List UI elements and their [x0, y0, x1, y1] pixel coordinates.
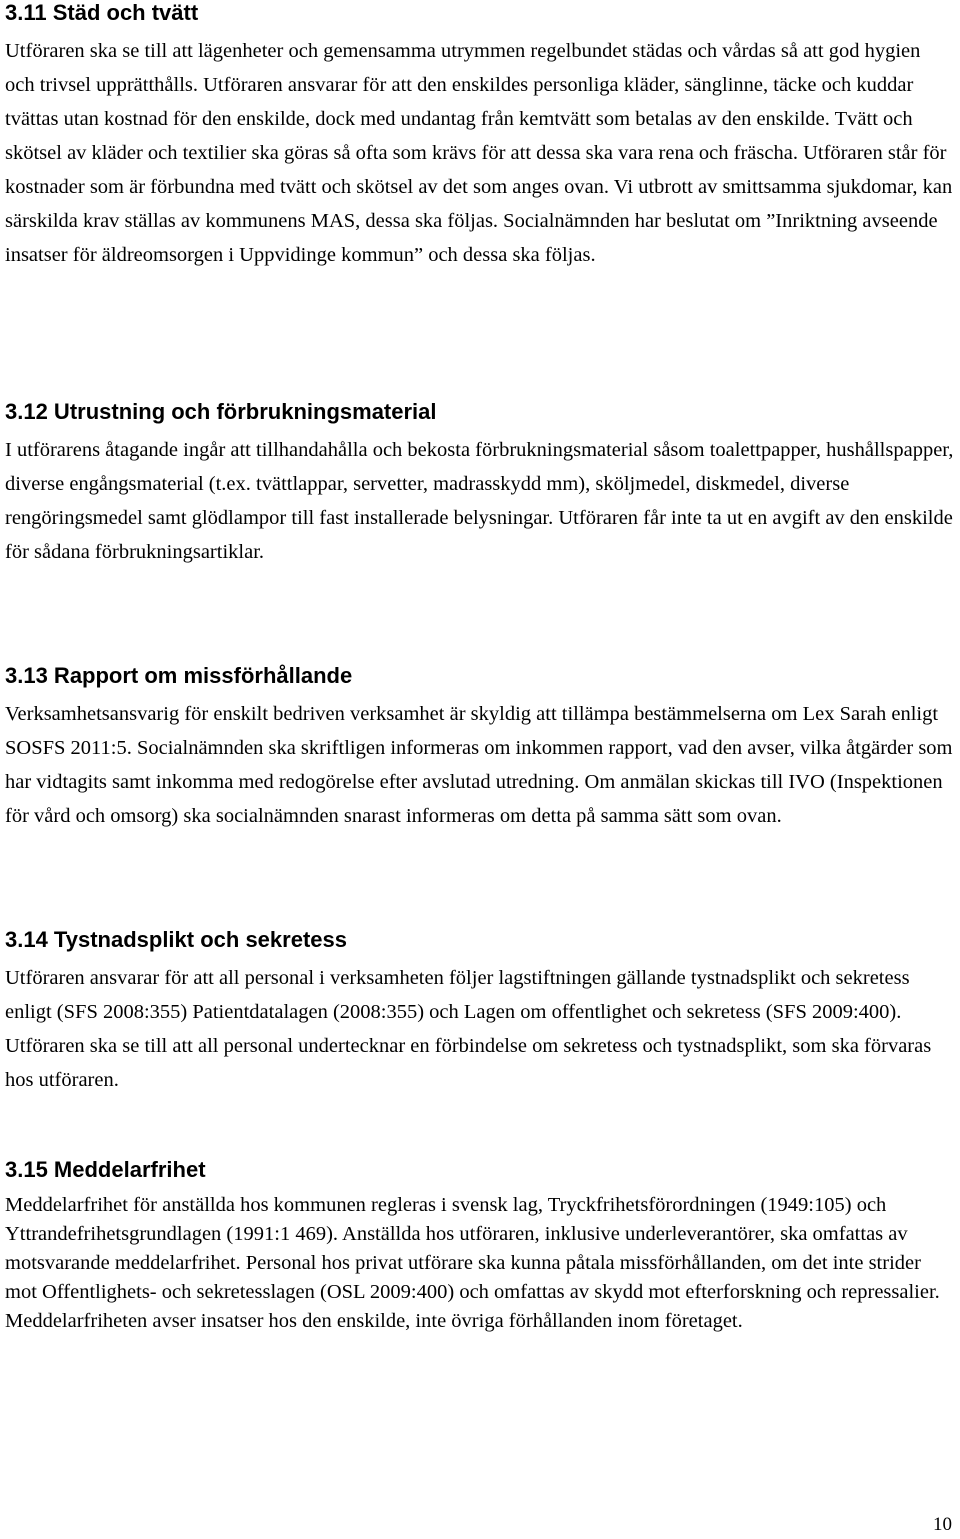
- section-3-14: [5, 927, 955, 1097]
- section-body: Verksamhetsansvarig för enskilt bedriven verksamhet är skyldig att tillämpa bestämmelserna om Lex Sarah enligt SOSFS 2011:5. Socialnämnden ska skriftligen informeras om inkommen rapport, vad den avser, vilka åtgärder som har vidtagits samt inkomma med redogörelse efter avslutad utredning. Om anmälan skickas till IVO (Inspektionen för vård och omsorg) ska socialnämnden snarast informeras om detta på samma sätt som ovan.: [5, 703, 953, 827]
- section-3-13: [5, 663, 955, 833]
- section-body: I utförarens åtagande ingår att tillhandahålla och bekosta förbrukningsmaterial såsom toalettpapper, hushållspapper, diverse engångsmaterial (t.ex. tvättlappar, servetter, madrasskydd mm), sköljmedel, diskmedel, diverse rengöringsmedel samt glödlampor till fast installerade belysningar. Utföraren får inte ta ut en avgift av den enskilde för sådana förbrukningsartiklar.: [5, 439, 954, 563]
- section-heading: 3.13 Rapport om missförhållande: [5, 663, 353, 688]
- section-body: Utföraren ansvarar för att all personal i verksamheten följer lagstiftningen gällande tystnadsplikt och sekretess enligt (SFS 2008:355) Patientdatalagen (2008:355) och Lagen om offentlighet och sekretess (SFS 2009:400). Utföraren ska se till att all personal undertecknar en förbindelse om sekretess och tystnadsplikt, som ska förvaras hos utföraren.: [5, 967, 932, 1091]
- section-3-11: [5, 0, 955, 272]
- section-heading: 3.11 Städ och tvätt: [5, 0, 199, 25]
- section-heading: 3.14 Tystnadsplikt och sekretess: [5, 927, 347, 952]
- section-3-12: [5, 399, 955, 569]
- section-3-15: [5, 1157, 955, 1336]
- page-number: 10: [933, 1514, 952, 1535]
- section-body: Utföraren ska se till att lägenheter och gemensamma utrymmen regelbundet städas och vårdas så att god hygien och trivsel upprätthålls. Utföraren ansvarar för att den enskildes personliga kläder, sänglinne, täcke och kuddar tvättas utan kostnad för den enskilde, dock med undantag från kemtvätt som betalas av den enskilde. Tvätt och skötsel av kläder och textilier ska göras så ofta som krävs för att dessa ska vara rena och fräscha. Utföraren står för kostnader som är förbundna med tvätt och skötsel av det som anges ovan. Vi utbrott av smittsamma sjukdomar, kan särskilda krav ställas av kommunens MAS, dessa ska följas. Socialnämnden har beslutat om ”Inriktning avseende insatser för äldreomsorgen i Uppvidinge kommun” och dessa ska följas.: [5, 40, 953, 266]
- section-heading: 3.12 Utrustning och förbrukningsmaterial: [5, 399, 437, 424]
- section-body: Meddelarfrihet för anställda hos kommunen regleras i svensk lag, Tryckfrihetsförordningen (1949:105) och Yttrandefrihetsgrundlagen (1991:1 469). Anställda hos utföraren, inklusive underleverantörer, ska omfattas av motsvarande meddelarfrihet. Personal hos privat utförare ska kunna påtala missförhållanden, om det inte strider mot Offentlighets- och sekretesslagen (OSL 2009:400) och omfattas av skydd mot efterforskning och repressalier. Meddelarfriheten avser insatser hos den enskilde, inte övriga förhållanden inom företaget.: [5, 1194, 940, 1332]
- section-heading: 3.15 Meddelarfrihet: [5, 1157, 206, 1182]
